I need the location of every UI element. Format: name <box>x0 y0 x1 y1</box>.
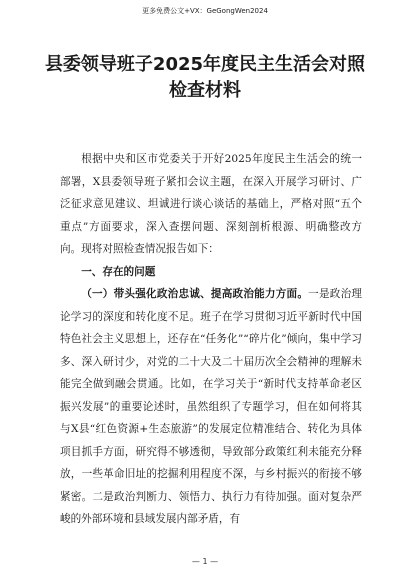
subsection-heading: （一）带头强化政治忠诚、提高政治能力方面。 <box>81 288 309 300</box>
title-line-2: 检查材料 <box>169 80 241 101</box>
header-note: 更多免费公文+VX：GeGongWen2024 <box>142 7 268 15</box>
section-heading: 一、存在的问题 <box>81 265 156 278</box>
title-line-1: 县委领导班子2025年度民主生活会对照 <box>44 54 366 75</box>
intro-paragraph: 根据中央和区市党委关于开好2025年度民主生活会的统一部署，X县委领导班子紧扣会议主题，在深入开展学习研讨、广泛征求意见建议、坦诚进行谈心谈话的基础上，严格对照“五个重点”方面要求，深入查摆问题、深刻剖析根源、明确整改方向。现将对照检查情况报告如下： <box>60 153 362 255</box>
page-number: — 1 — <box>191 557 219 566</box>
document-title <box>40 52 370 104</box>
document-body <box>60 148 362 531</box>
subsection-text: 一是政治理论学习的深度和转化度不足。班子在学习贯彻习近平新时代中国特色社会主义思想上，还存在“任务化”“碎片化”倾向，集中学习多、深入研讨少，对党的二十大及二十届历次全会精神的理解未能完全做到融会贯通。比如，在学习关于“新时代支持革命老区振兴发展”的重要论述时，虽然组织了专题学习，但在如何将其与X县“红色资源+生态旅游”的发展定位精准结合、转化为具体项目抓手方面，研究得不够透彻，导致部分政策红利未能充分释放，一些革命旧址的挖掘利用程度不深，与乡村振兴的衔接不够紧密。二是政治判断力、领悟力、执行力有待加强。面对复杂严峻的外部环境和县域发展内部矛盾，有 <box>60 288 363 525</box>
subsection-paragraph <box>60 283 362 531</box>
